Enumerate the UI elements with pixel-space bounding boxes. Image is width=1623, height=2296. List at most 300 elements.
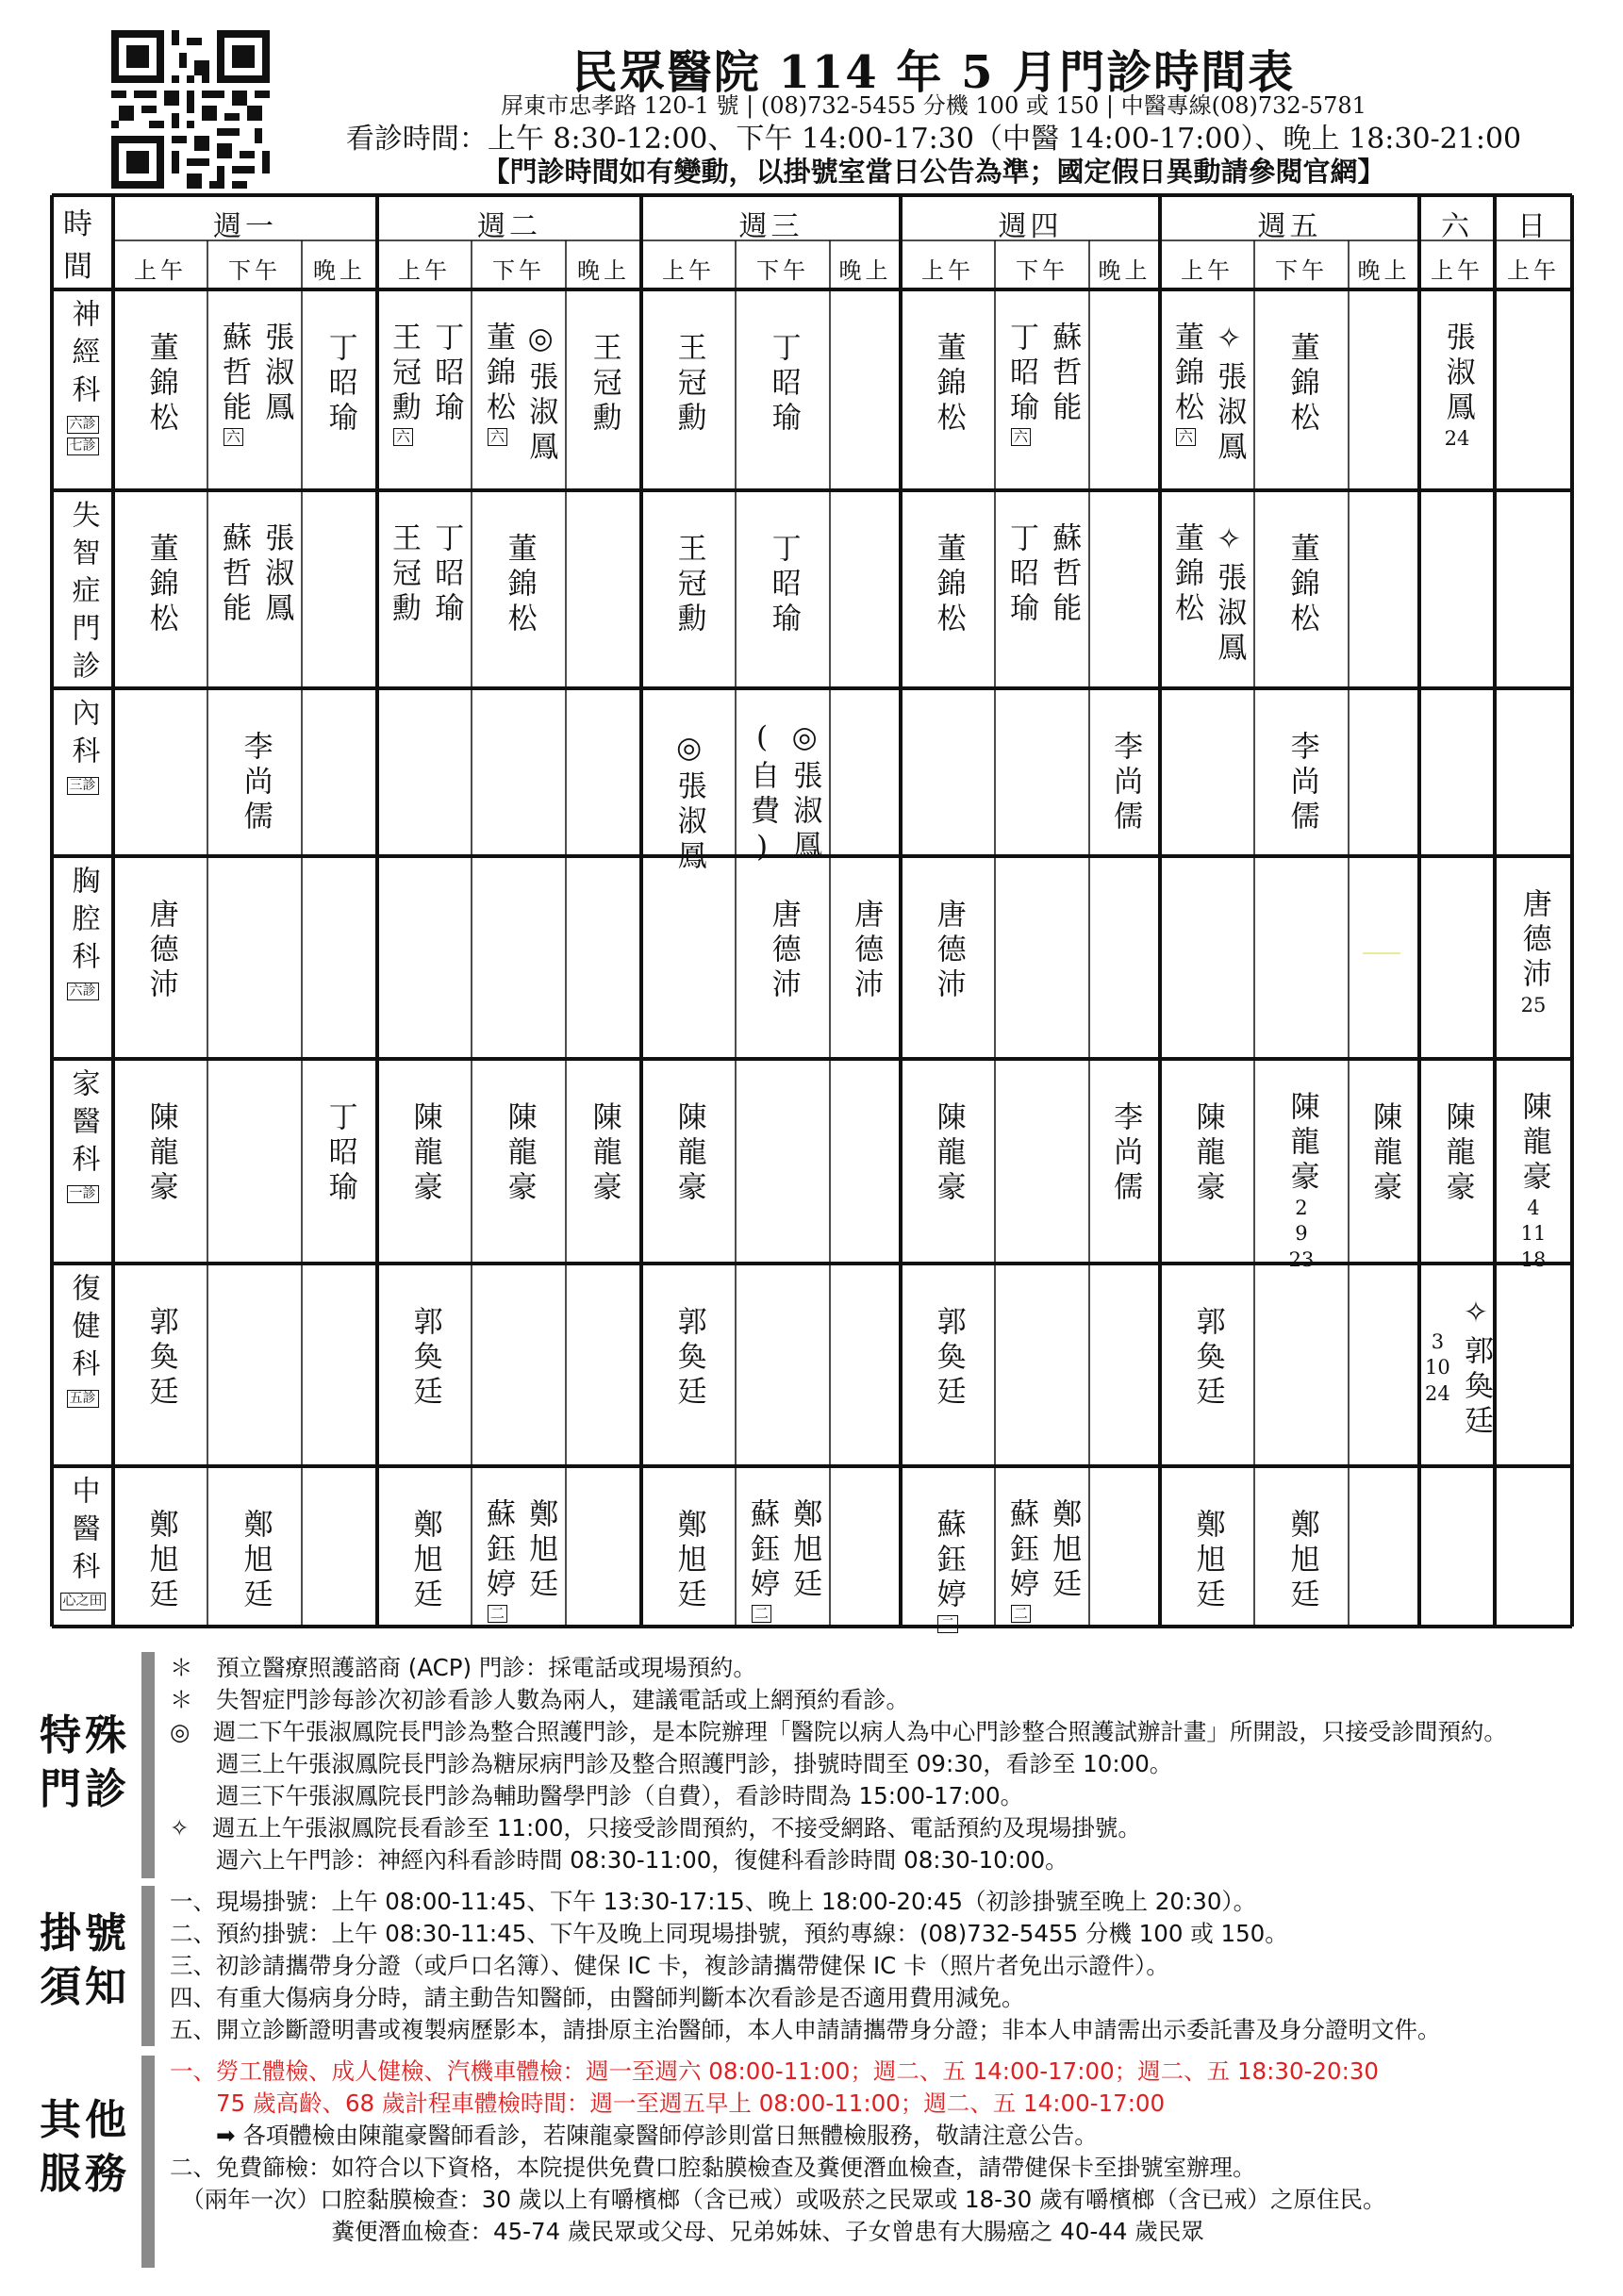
- day-header: 週五: [1257, 210, 1322, 243]
- doctor-entry: [1439, 322, 1474, 452]
- doctor-name: (自費): [745, 720, 779, 869]
- doctor-name: 鄭旭廷: [1190, 1509, 1225, 1613]
- schedule-cell: [995, 522, 1089, 627]
- date-item: 24: [1444, 427, 1470, 450]
- doctor-entry: [1283, 533, 1318, 637]
- doctor-entry: [744, 720, 779, 869]
- department-name: 家醫科: [66, 1068, 100, 1181]
- doctor-name: 李尚儒: [238, 731, 273, 835]
- schedule-cell: [377, 322, 472, 446]
- doctor-entry: [480, 1498, 515, 1623]
- doctor-entry: [671, 533, 705, 637]
- doctor-name: 蘇鈺婷: [481, 1498, 515, 1603]
- doctor-entry: [142, 332, 177, 437]
- doctor-entry: [480, 322, 515, 446]
- schedule-cell: [641, 1509, 736, 1613]
- room-tag: 三診: [67, 777, 99, 795]
- date-item: 23: [1288, 1247, 1315, 1271]
- doctor-entry: [142, 533, 177, 637]
- slot-header: 晚上: [313, 257, 366, 284]
- schedule-cell: [1089, 731, 1160, 835]
- schedule-cell: [207, 1509, 302, 1613]
- schedule-cell: [641, 533, 736, 637]
- doctor-name: 董錦松: [143, 533, 178, 637]
- doctor-entry: [765, 332, 800, 437]
- doctor-name: 丁昭瑜: [429, 322, 464, 426]
- doctor-name: 李尚儒: [1108, 731, 1143, 835]
- special-clinic-section: [0, 1652, 1623, 1892]
- doctor-entry: [322, 1101, 356, 1206]
- schedule-cell: [1160, 522, 1254, 667]
- doctor-name: 鄭旭廷: [1284, 1509, 1319, 1613]
- doctor-entry: [848, 899, 883, 1003]
- schedule-cell: [736, 1498, 830, 1623]
- doctor-name: 李尚儒: [1284, 731, 1319, 835]
- doctor-entry: [386, 322, 421, 446]
- doctor-entry: [237, 1509, 272, 1613]
- doctor-name: 唐德沛: [849, 899, 884, 1003]
- schedule-cell: [1254, 1509, 1349, 1613]
- slot-header: 上午: [1181, 257, 1234, 284]
- room-tag: 六: [1176, 428, 1196, 446]
- schedule-cell: [113, 1101, 207, 1206]
- note-line: ➡ 各項體檢由陳龍豪醫師看診，若陳龍豪醫師停診則當日無體檢服務，敬請注意公告。: [170, 2122, 1098, 2149]
- note-line: 五、開立診斷證明書或複製病歷影本，請掛原主治醫師，本人申請請攜帶身分證；非本人申請需出示委託書及身分證明文件。: [170, 2016, 1441, 2043]
- doctor-name: 張淑鳳: [259, 522, 294, 627]
- doctor-name: 丁昭瑜: [1004, 522, 1038, 627]
- doctor-entry: [1003, 522, 1038, 627]
- department-name: 失智症門診: [66, 500, 100, 688]
- date-list: [1521, 993, 1547, 1018]
- room-tag: 六: [488, 428, 507, 446]
- department-label: [52, 299, 113, 455]
- date-item: 3: [1431, 1330, 1445, 1353]
- schedule-cell: [566, 1101, 641, 1206]
- doctor-name: 唐德沛: [1516, 888, 1551, 993]
- doctor-entry: [671, 332, 705, 437]
- date-item: 25: [1520, 994, 1547, 1016]
- doctor-name: 唐德沛: [931, 899, 966, 1003]
- doctor-entry: [744, 1498, 779, 1623]
- doctor-entry: [930, 332, 965, 437]
- doctor-entry: [930, 533, 965, 637]
- doctor-name: ◎張淑鳳: [523, 322, 558, 466]
- department-label: [52, 866, 113, 1000]
- registration-section: [0, 1886, 1623, 2056]
- schedule-cell: [1254, 731, 1349, 835]
- day-header: 日: [1517, 210, 1549, 243]
- doctor-name: 鄭旭廷: [671, 1509, 706, 1613]
- doctor-entry: [1515, 1091, 1550, 1273]
- day-header: 六: [1441, 210, 1473, 243]
- note-line: 週三下午張淑鳳院長門診為輔助醫學門診（自費），看診時間為 15:00-17:00。: [170, 1782, 1024, 1809]
- date-item: 2: [1295, 1197, 1308, 1219]
- doctor-name: 陳龍豪: [671, 1101, 706, 1206]
- doctor-name: 蘇哲能: [217, 322, 251, 426]
- schedule-cell: [1349, 1101, 1419, 1206]
- page-title: 民眾醫院 114 年 5 月門診時間表: [571, 46, 1296, 99]
- doctor-name: 李尚儒: [1108, 1101, 1143, 1206]
- doctor-name: 蘇哲能: [217, 522, 251, 627]
- department-label: [52, 500, 113, 688]
- schedule-cell: [1160, 322, 1254, 466]
- schedule-cell: [901, 1509, 995, 1633]
- department-name: 中醫科: [66, 1476, 100, 1589]
- doctor-entry: [1189, 1509, 1224, 1613]
- note-line: ✧ 週五上午張淑鳳院長看診至 11:00，只接受診間預約，不接受網路、電話預約及現場掛號。: [170, 1814, 1141, 1842]
- doctor-name: 董錦松: [1284, 332, 1319, 437]
- day-header: 週二: [477, 210, 541, 243]
- schedule-cell: [1089, 1101, 1160, 1206]
- room-tag: 六: [393, 428, 413, 446]
- doctor-name: 鄭旭廷: [238, 1509, 273, 1613]
- doctor-name: 蘇鈺婷: [931, 1509, 966, 1613]
- note-line: 週六上午門診：神經內科看診時間 08:30-11:00，復健科看診時間 08:30-10:00。: [170, 1846, 1068, 1874]
- note-line: （兩年一次）口腔黏膜檢查：30 歲以上有嚼檳榔（含已戒）或吸菸之民眾或 18-30 歲有嚼檳榔（含已戒）之原住民。: [170, 2186, 1386, 2213]
- doctor-name: 鄭旭廷: [407, 1509, 442, 1613]
- doctor-name: 丁昭瑜: [323, 332, 357, 437]
- schedule-cell: [302, 332, 377, 437]
- doctor-name: 王冠勳: [671, 533, 706, 637]
- schedule-cell: [113, 899, 207, 1003]
- department-name: 內科: [66, 698, 100, 773]
- registration-notes: [170, 1886, 1441, 2046]
- special-clinic-notes: [170, 1652, 1507, 1876]
- doctor-name: 鄭旭廷: [1047, 1498, 1082, 1603]
- schedule-cell: [1419, 1296, 1495, 1440]
- doctor-entry: [1283, 332, 1318, 437]
- schedule-cell: [1495, 1091, 1572, 1273]
- doctor-name: 張淑鳳: [259, 322, 294, 426]
- schedule-cell: [566, 332, 641, 437]
- schedule-notice: 【門診時間如有變動，以掛號室當日公告為準；國定假日異動請參閱官網】: [482, 156, 1385, 188]
- note-line: 二、預約掛號：上午 08:30-11:45、下午及晚上同現場掛號，預約專線：(08)732-5455 分機 100 或 150。: [170, 1920, 1288, 1947]
- doctor-name: ✧張淑鳳: [1212, 522, 1247, 667]
- date-item: 4: [1527, 1197, 1540, 1219]
- note-line: 75 歲高齡、68 歲計程車體檢時間：週一至週五早上 08:00-11:00；週二、五 14:00-17:00: [170, 2090, 1166, 2117]
- day-header: 週四: [998, 210, 1063, 243]
- schedule-cell: [472, 533, 566, 637]
- schedule-cell: [1160, 1509, 1254, 1613]
- doctor-entry: [501, 1101, 536, 1206]
- schedule-cell: [901, 1101, 995, 1206]
- doctor-entry: [522, 1498, 557, 1603]
- doctor-name: 鄭旭廷: [143, 1509, 178, 1613]
- room-tag: 二: [752, 1605, 771, 1623]
- doctor-entry: [1046, 1498, 1081, 1603]
- schedule-cell: [995, 1498, 1089, 1623]
- room-tag: 五診: [67, 1390, 99, 1408]
- room-tag: 六診: [67, 416, 99, 434]
- doctor-entry: [930, 1306, 965, 1411]
- doctor-entry: [428, 522, 463, 627]
- doctor-entry: [1107, 1101, 1142, 1206]
- room-tag: 二: [488, 1605, 507, 1623]
- doctor-name: 陳龍豪: [1440, 1101, 1475, 1206]
- slot-header: 上午: [921, 257, 974, 284]
- doctor-entry: [671, 1509, 705, 1613]
- doctor-entry: [258, 322, 293, 426]
- doctor-entry: [428, 322, 463, 426]
- doctor-entry: [216, 522, 251, 627]
- doctor-name: ✧張淑鳳: [1212, 322, 1247, 466]
- doctor-name: 丁昭瑜: [323, 1101, 357, 1206]
- slot-header: 下午: [756, 257, 809, 284]
- date-item: 9: [1295, 1222, 1308, 1246]
- schedule-cell: [113, 1306, 207, 1411]
- note-line: 二、免費篩檢：如符合以下資格，本院提供免費口腔黏膜檢查及糞便潛血檢查，請帶健保卡至掛號室辦理。: [170, 2154, 1256, 2181]
- schedule-cell: [472, 322, 566, 466]
- doctor-name: 陳龍豪: [1367, 1101, 1402, 1206]
- slot-header: 下午: [1275, 257, 1328, 284]
- room-tag: 一診: [67, 1185, 99, 1203]
- doctor-name: 董錦松: [481, 322, 515, 426]
- doctor-name: 鄭旭廷: [523, 1498, 558, 1603]
- doctor-entry: [671, 1306, 705, 1411]
- department-name: 復健科: [66, 1273, 100, 1386]
- day-header: 週三: [738, 210, 803, 243]
- doctor-entry: [1515, 888, 1550, 1018]
- doctor-entry: [258, 522, 293, 627]
- doctor-name: 郭奐廷: [1190, 1306, 1225, 1411]
- date-item: 24: [1425, 1381, 1450, 1405]
- doctor-name: 陳龍豪: [502, 1101, 537, 1206]
- doctor-name: 董錦松: [1169, 322, 1203, 426]
- room-tag: 二: [937, 1615, 957, 1633]
- schedule-cell: [1419, 322, 1495, 452]
- schedule-cell: [1160, 1306, 1254, 1411]
- doctor-name: 郭奐廷: [671, 1306, 706, 1411]
- doctor-name: 丁昭瑜: [429, 522, 464, 627]
- corner-char: 時: [63, 207, 102, 241]
- doctor-entry: [142, 1101, 177, 1206]
- schedule-cell: [1254, 332, 1349, 437]
- department-label: [52, 1476, 113, 1611]
- doctor-name: 郭奐廷: [931, 1306, 966, 1411]
- schedule-cell: [377, 1306, 472, 1411]
- schedule-cell: [901, 1306, 995, 1411]
- doctor-entry: [930, 1101, 965, 1206]
- schedule-cell: [207, 522, 302, 627]
- note-line: 週三上午張淑鳳院長門診為糖尿病門診及整合照護門診，掛號時間至 09:30，看診至 10:00。: [170, 1750, 1173, 1777]
- note-line: 一、勞工體檢、成人健檢、汽機車體檢：週一至週六 08:00-11:00；週二、五 14:00-17:00；週二、五 18:30-20:30: [170, 2057, 1380, 2085]
- doctor-entry: [1107, 731, 1142, 835]
- doctor-entry: [142, 1306, 177, 1411]
- slot-header: 下午: [492, 257, 545, 284]
- schedule-cell: [1254, 1091, 1349, 1273]
- date-item: 18: [1520, 1247, 1547, 1271]
- slot-header: 晚上: [838, 257, 892, 284]
- doctor-name: 張淑鳳: [1440, 322, 1475, 426]
- doctor-name: 陳龍豪: [1190, 1101, 1225, 1206]
- doctor-name: 董錦松: [931, 533, 966, 637]
- doctor-name: 陳龍豪: [407, 1101, 442, 1206]
- doctor-entry: [1283, 731, 1318, 835]
- slot-header: 晚上: [1357, 257, 1411, 284]
- doctor-entry: [1211, 522, 1246, 667]
- doctor-name: 董錦松: [502, 533, 537, 637]
- schedule-cell: [472, 1101, 566, 1206]
- room-tag: 七診: [67, 438, 99, 455]
- doctor-name: 蘇鈺婷: [745, 1498, 779, 1603]
- corner-char: 間: [63, 250, 102, 284]
- section-bar: [141, 1886, 155, 2046]
- special-clinic-title: 特殊 門診: [40, 1711, 130, 1814]
- doctor-name: 董錦松: [1284, 533, 1319, 637]
- slot-header: 上午: [1431, 257, 1483, 284]
- schedule-cell: [901, 533, 995, 637]
- slot-header: 下午: [1016, 257, 1068, 284]
- doctor-entry: [671, 1101, 705, 1206]
- schedule-cell: [113, 1509, 207, 1613]
- doctor-name: 陳龍豪: [587, 1101, 621, 1206]
- doctor-name: 郭奐廷: [407, 1306, 442, 1411]
- doctor-name: ◎張淑鳳: [787, 720, 822, 865]
- doctor-name: 董錦松: [931, 332, 966, 437]
- doctor-entry: [1283, 1091, 1318, 1273]
- schedule-cell: [995, 322, 1089, 446]
- doctor-entry: [142, 1509, 177, 1613]
- doctor-entry: [765, 533, 800, 637]
- date-list: [1289, 1196, 1315, 1273]
- schedule-cell: [377, 522, 472, 627]
- doctor-entry: [501, 533, 536, 637]
- slot-header: 上午: [662, 257, 715, 284]
- doctor-name: 郭奐廷: [143, 1306, 178, 1411]
- doctor-name: 唐德沛: [143, 899, 178, 1003]
- room-tag: 二: [1011, 1605, 1031, 1623]
- clinic-hours: 看診時間：上午 8:30-12:00、下午 14:00-17:30（中醫 14:00-17:00）、晚上 18:30-21:00: [345, 123, 1522, 156]
- doctor-entry: [1003, 322, 1038, 446]
- schedule-cell: [207, 731, 302, 835]
- doctor-name: 唐德沛: [766, 899, 801, 1003]
- schedule-cell: [1495, 888, 1572, 1018]
- doctor-entry: [787, 1498, 821, 1603]
- date-item: 11: [1520, 1222, 1547, 1246]
- schedule-cell: [736, 533, 830, 637]
- doctor-name: 丁昭瑜: [766, 533, 801, 637]
- doctor-entry: [1046, 322, 1081, 426]
- doctor-entry: [586, 332, 621, 437]
- doctor-entry: [406, 1306, 441, 1411]
- schedule-cell: [901, 899, 995, 1003]
- other-service-notes: [170, 2056, 1385, 2248]
- schedule-cell: [302, 1101, 377, 1206]
- doctor-entry: [930, 899, 965, 1003]
- doctor-entry: [522, 322, 557, 466]
- doctor-name: ◎張淑鳳: [671, 731, 706, 875]
- note-line: ◎ 週二下午張淑鳳院長門診為整合照護門診，是本院辦理「醫院以病人為中心門診整合照護試辦計畫」所開設，只接受診間預約。: [170, 1718, 1507, 1745]
- placeholder-mark: [1363, 952, 1400, 954]
- schedule-cell: [377, 1509, 472, 1613]
- doctor-name: 丁昭瑜: [1004, 322, 1038, 426]
- other-service-section: [0, 2056, 1623, 2291]
- doctor-entry: [1439, 1101, 1474, 1206]
- doctor-name: 王冠勳: [387, 322, 421, 426]
- doctor-entry: [1046, 522, 1081, 627]
- slot-header: 上午: [398, 257, 451, 284]
- slot-header: 上午: [1507, 257, 1560, 284]
- doctor-name: 陳龍豪: [1284, 1091, 1319, 1196]
- doctor-name: 蘇哲能: [1047, 322, 1082, 426]
- doctor-entry: [1283, 1509, 1318, 1613]
- doctor-entry: [787, 720, 821, 865]
- schedule-cell: [641, 332, 736, 437]
- room-tag: 心之田: [60, 1593, 106, 1611]
- schedule-cell: [641, 1101, 736, 1206]
- doctor-entry: [765, 899, 800, 1003]
- doctor-entry: [237, 731, 272, 835]
- day-header: 週一: [213, 210, 277, 243]
- doctor-name: 董錦松: [143, 332, 178, 437]
- doctor-name: 王冠勳: [671, 332, 706, 437]
- doctor-entry: [1003, 1498, 1038, 1623]
- slot-header: 下午: [228, 257, 281, 284]
- schedule-cell: [207, 322, 302, 446]
- schedule-cell: [1419, 1101, 1495, 1206]
- note-line: ＊ 預立醫療照護諮商 (ACP) 門診：採電話或現場預約。: [170, 1654, 756, 1681]
- department-label: [52, 1273, 113, 1408]
- section-bar: [141, 2056, 155, 2268]
- doctor-entry: [1366, 1101, 1401, 1206]
- room-tag: 六診: [67, 983, 99, 1000]
- date-list: [1445, 426, 1470, 452]
- doctor-name: 蘇哲能: [1047, 522, 1082, 627]
- doctor-entry: [1189, 1101, 1224, 1206]
- doctor-entry: [406, 1509, 441, 1613]
- date-list: [1521, 1196, 1547, 1273]
- schedule-cell: [830, 899, 901, 1003]
- doctor-entry: [671, 731, 705, 875]
- note-line: 糞便潛血檢查：45-74 歲民眾或父母、兄弟姊妹、子女曾患有大腸癌之 40-44 歲民眾: [170, 2218, 1204, 2245]
- doctor-entry: [322, 332, 356, 437]
- doctor-entry: [386, 522, 421, 627]
- doctor-entry: [1211, 322, 1246, 466]
- slot-header: 晚上: [577, 257, 630, 284]
- room-tag: 六: [224, 428, 243, 446]
- schedule-cell: [736, 332, 830, 437]
- doctor-entry: [586, 1101, 621, 1206]
- registration-title: 掛號 須知: [40, 1909, 130, 2012]
- schedule-cell: [472, 1498, 566, 1623]
- schedule-cell: [113, 332, 207, 437]
- room-tag: 六: [1011, 428, 1031, 446]
- schedule-cell: [377, 1101, 472, 1206]
- doctor-entry: [406, 1101, 441, 1206]
- doctor-name: 蘇鈺婷: [1004, 1498, 1038, 1603]
- corner-header: [52, 195, 113, 289]
- date-list: [1425, 1296, 1450, 1407]
- slot-header: 晚上: [1098, 257, 1151, 284]
- doctor-entry: [1189, 1306, 1224, 1411]
- doctor-entry: [216, 322, 251, 446]
- note-line: ＊ 失智症門診每診次初診看診人數為兩人，建議電話或上網預約看診。: [170, 1686, 909, 1713]
- doctor-name: 王冠勳: [387, 522, 421, 627]
- department-name: 胸腔科: [66, 866, 100, 979]
- schedule-cell: [1160, 1101, 1254, 1206]
- doctor-name: 陳龍豪: [1516, 1091, 1551, 1196]
- doctor-entry: [1168, 522, 1203, 627]
- doctor-name: 王冠勳: [587, 332, 621, 437]
- schedule-cell: [641, 731, 736, 875]
- schedule-cell: [736, 720, 830, 869]
- date-item: 10: [1425, 1356, 1450, 1379]
- doctor-name: 陳龍豪: [931, 1101, 966, 1206]
- schedule-cell: [1254, 533, 1349, 637]
- note-line: 一、現場掛號：上午 08:00-11:45、下午 13:30-17:15、晚上 18:00-20:45（初診掛號至晚上 20:30）。: [170, 1888, 1257, 1915]
- doctor-name: 丁昭瑜: [766, 332, 801, 437]
- doctor-entry: [142, 899, 177, 1003]
